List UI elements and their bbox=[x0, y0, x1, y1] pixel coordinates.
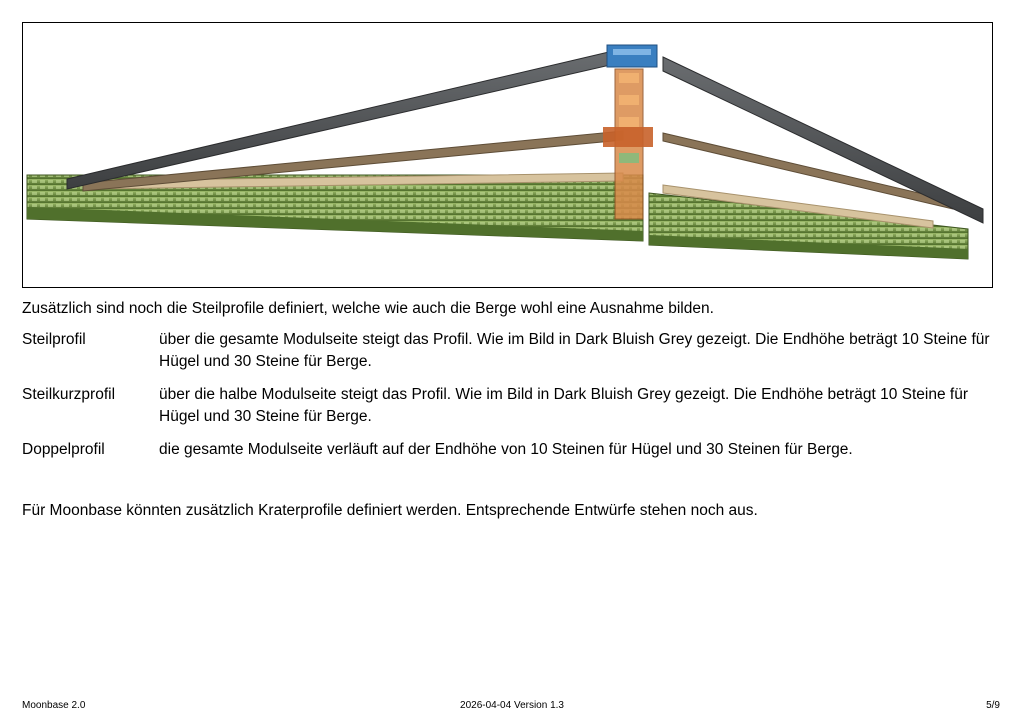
definition-text: über die gesamte Modulseite steigt das Profil. Wie im Bild in Dark Bluish Grey gezeigt. Die Endhöhe beträgt 10 Steine für Hügel und 30 Steine für Berge. bbox=[159, 331, 990, 370]
footer-page-number: 5/9 bbox=[986, 700, 1000, 711]
footer-version: 2026-04-04 Version 1.3 bbox=[460, 700, 564, 711]
definition-term: Steilkurzprofil bbox=[22, 386, 116, 403]
intro-paragraph: Zusätzlich sind noch die Steilprofile definiert, welche wie auch die Berge wohl eine Ausnahme bilden. bbox=[22, 300, 714, 317]
definition-row-doppelprofil bbox=[22, 439, 997, 461]
definition-term: Steilprofil bbox=[22, 331, 86, 348]
definition-row-steilkurzprofil bbox=[22, 384, 997, 428]
moonbase-note: Für Moonbase könnten zusätzlich Kraterprofile definiert werden. Entsprechende Entwürfe stehen noch aus. bbox=[22, 502, 758, 519]
definition-text: die gesamte Modulseite verläuft auf der Endhöhe von 10 Steinen für Hügel und 30 Steinen für Berge. bbox=[159, 441, 853, 458]
profile-definition-list bbox=[22, 329, 997, 472]
lego-profile-illustration bbox=[23, 23, 992, 287]
lego-profile-figure bbox=[22, 22, 993, 288]
definition-row-steilprofil bbox=[22, 329, 997, 373]
definition-term: Doppelprofil bbox=[22, 441, 105, 458]
definition-text: über die halbe Modulseite steigt das Profil. Wie im Bild in Dark Bluish Grey gezeigt. Die Endhöhe beträgt 10 Steine für Hügel und 30 Steine für Berge. bbox=[159, 386, 969, 425]
footer-title: Moonbase 2.0 bbox=[22, 700, 86, 711]
